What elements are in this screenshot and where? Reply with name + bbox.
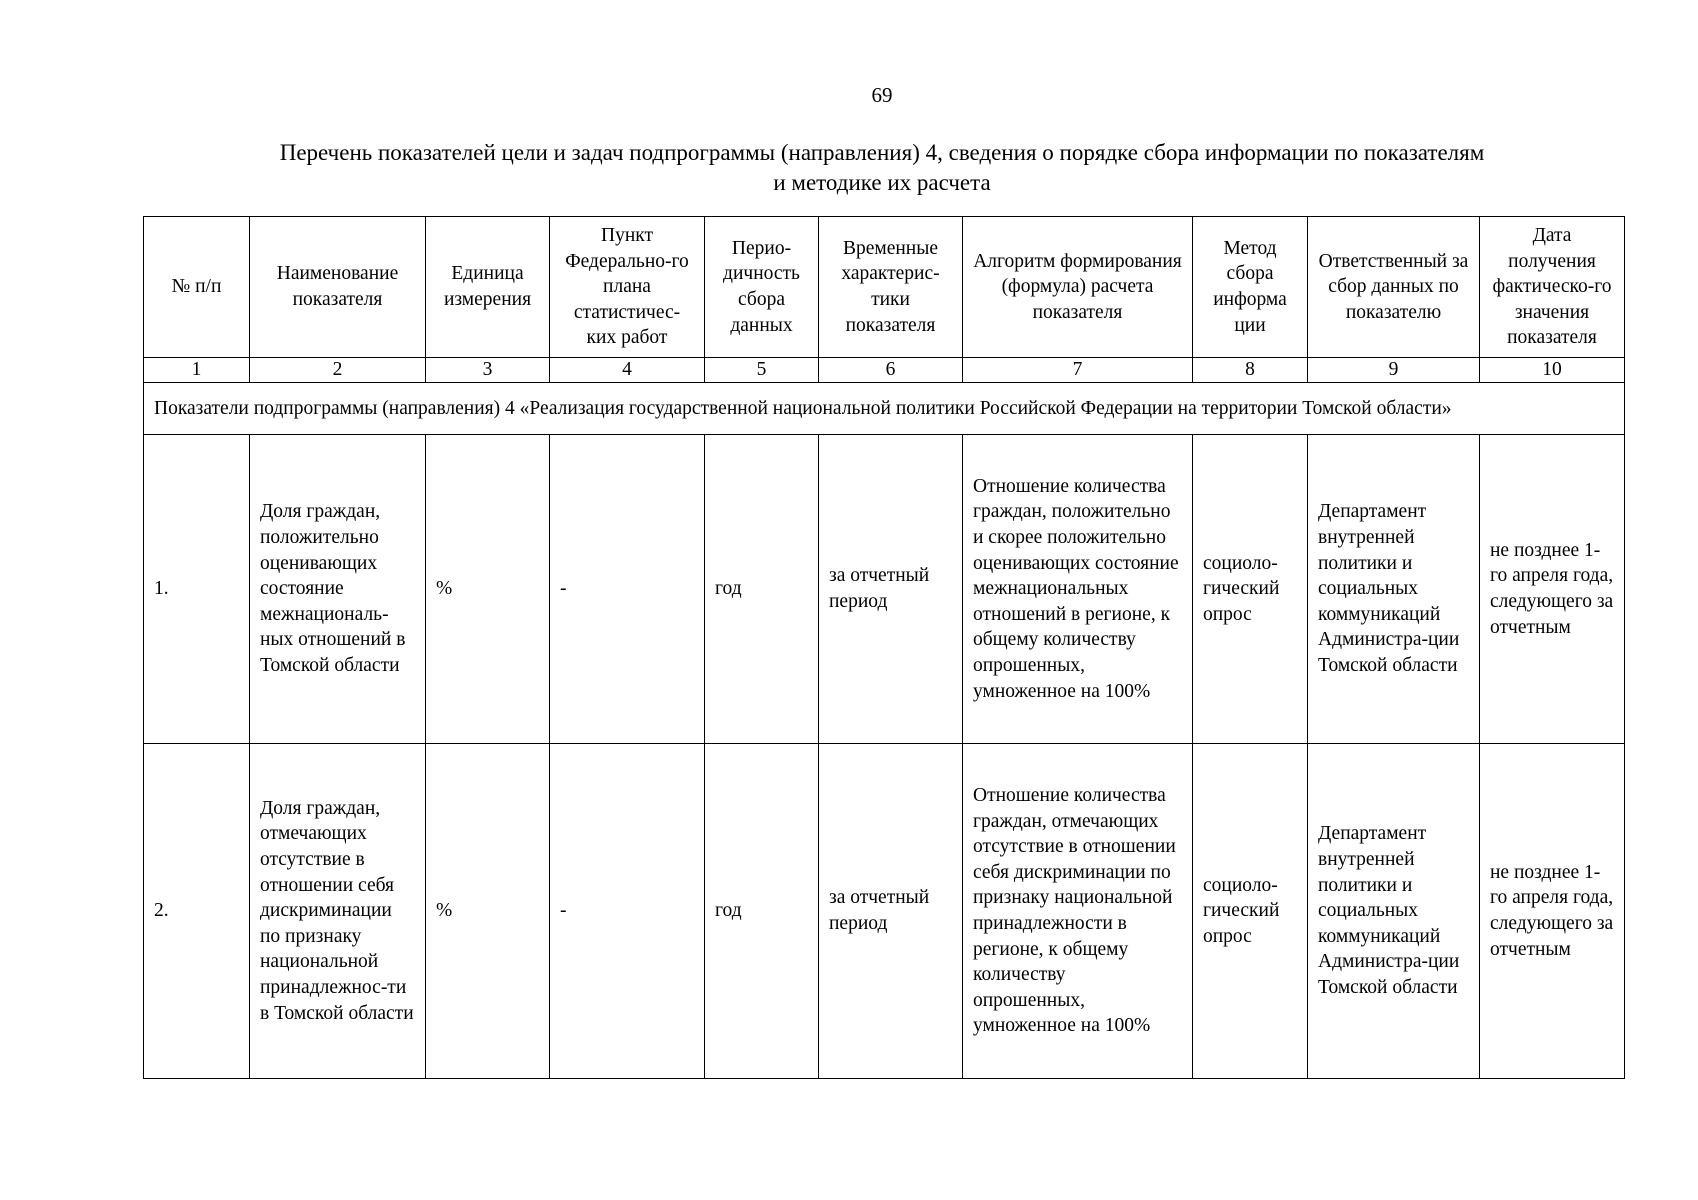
header-cell-date: Дата получения фактическо-го значения показателя (1480, 217, 1625, 358)
cell-date: не позднее 1-го апреля года, следующего за отчетным (1480, 744, 1625, 1079)
header-cell-unit: Единица измерения (426, 217, 550, 358)
indicators-table (143, 216, 1625, 1079)
cell-periodicity: год (705, 435, 819, 744)
cell-periodicity: год (705, 744, 819, 1079)
column-number: 4 (550, 358, 705, 383)
column-number-row (144, 358, 1625, 383)
column-number: 8 (1193, 358, 1308, 383)
header-cell-name: Наименование показателя (250, 217, 426, 358)
column-number: 10 (1480, 358, 1625, 383)
cell-method: социоло-гический опрос (1193, 435, 1308, 744)
cell-plan-item: - (550, 744, 705, 1079)
column-number: 6 (819, 358, 963, 383)
document-title-line-1: Перечень показателей цели и задач подпрограммы (направления) 4, сведения о порядке сбора информации по показателям (279, 140, 1485, 165)
table-row (144, 435, 1625, 744)
cell-method: социоло-гический опрос (1193, 744, 1308, 1079)
header-cell-number: № п/п (144, 217, 250, 358)
cell-number: 2. (144, 744, 250, 1079)
cell-time-characteristics: за отчетный период (819, 435, 963, 744)
cell-date: не позднее 1-го апреля года, следующего за отчетным (1480, 435, 1625, 744)
header-cell-algorithm: Алгоритм формирования (формула) расчета показателя (963, 217, 1193, 358)
header-cell-responsible: Ответственный за сбор данных по показателю (1308, 217, 1480, 358)
column-number: 5 (705, 358, 819, 383)
cell-indicator-name: Доля граждан, положительно оценивающих состояние межнациональ-ных отношений в Томской области (250, 435, 426, 744)
header-cell-method: Метод сбора информа ции (1193, 217, 1308, 358)
cell-time-characteristics: за отчетный период (819, 744, 963, 1079)
cell-algorithm: Отношение количества граждан, отмечающих отсутствие в отношении себя дискриминации по признаку национальной принадлежности в регионе, к общему количеству опрошенных, умноженное на 100% (963, 744, 1193, 1079)
header-cell-plan-item: Пункт Федерально-го плана статистичес-ких работ (550, 217, 705, 358)
document-title (0, 138, 1698, 198)
header-cell-time-characteristics: Временные характерис-тики показателя (819, 217, 963, 358)
cell-unit: % (426, 435, 550, 744)
cell-plan-item: - (550, 435, 705, 744)
cell-unit: % (426, 744, 550, 1079)
header-cell-periodicity: Перио-дичность сбора данных (705, 217, 819, 358)
page-number: 69 (871, 83, 893, 107)
column-number: 2 (250, 358, 426, 383)
section-title: Показатели подпрограммы (направления) 4 «Реализация государственной национальной политики Российской Федерации на территории Томской области» (144, 383, 1625, 435)
section-row (144, 383, 1625, 435)
column-number: 9 (1308, 358, 1480, 383)
document-title-line-2: и методике их расчета (773, 170, 991, 195)
table-row (144, 744, 1625, 1079)
cell-indicator-name: Доля граждан, отмечающих отсутствие в отношении себя дискриминации по признаку национальной принадлежнос-ти в Томской области (250, 744, 426, 1079)
column-number: 3 (426, 358, 550, 383)
header-row (144, 217, 1625, 358)
cell-responsible: Департамент внутренней политики и социальных коммуникаций Администра-ции Томской области (1308, 435, 1480, 744)
column-number: 1 (144, 358, 250, 383)
column-number: 7 (963, 358, 1193, 383)
cell-responsible: Департамент внутренней политики и социальных коммуникаций Администра-ции Томской области (1308, 744, 1480, 1079)
cell-algorithm: Отношение количества граждан, положительно и скорее положительно оценивающих состояние межнациональных отношений в регионе, к общему количеству опрошенных, умноженное на 100% (963, 435, 1193, 744)
cell-number: 1. (144, 435, 250, 744)
